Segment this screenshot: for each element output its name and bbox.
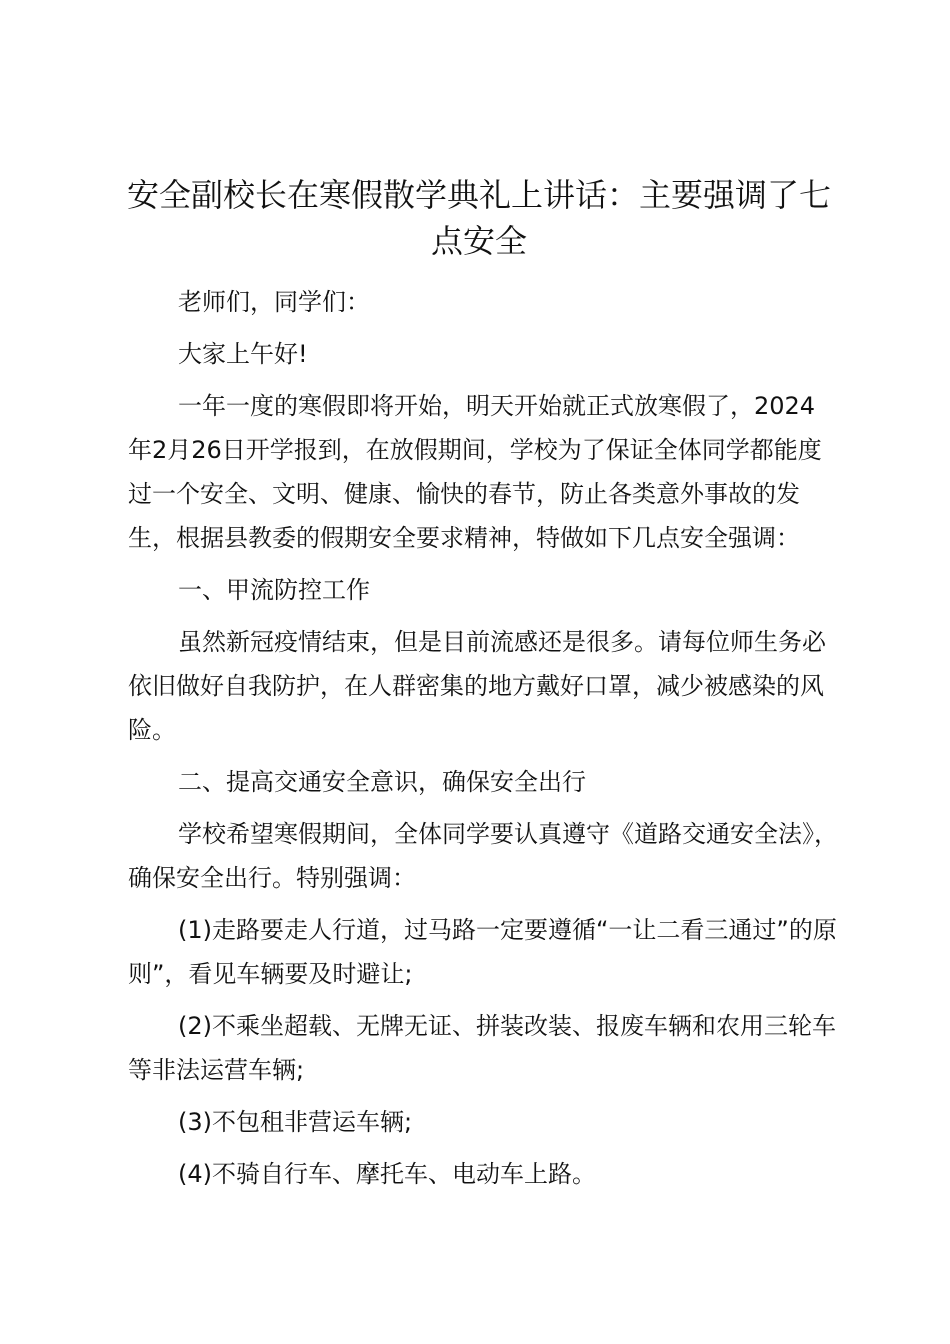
paragraph-traffic: 学校希望寒假期间，全体同学要认真遵守《道路交通安全法》，确保安全出行。特别强调：: [128, 820, 838, 892]
section-heading-traffic: 二、提高交通安全意识，确保安全出行: [178, 768, 586, 796]
document-body: [128, 280, 838, 1204]
paragraph-morning: 大家上午好!: [178, 340, 308, 368]
paragraph-greeting: 老师们，同学们：: [178, 288, 370, 316]
list-item-4: (4)不骑自行车、摩托车、电动车上路。: [178, 1160, 596, 1188]
paragraph-flu: 虽然新冠疫情结束，但是目前流感还是很多。请每位师生务必依旧做好自我防护，在人群密集的地方戴好口罩，减少被感染的风险。: [128, 628, 826, 744]
list-item-3: (3)不包租非营运车辆;: [178, 1108, 413, 1136]
list-item-2: (2)不乘坐超载、无牌无证、拼装改装、报废车辆和农用三轮车等非法运营车辆;: [128, 1012, 836, 1084]
paragraph-intro: 一年一度的寒假即将开始，明天开始就正式放寒假了，2024年2月26日开学报到，在放假期间，学校为了保证全体同学都能度过一个安全、文明、健康、愉快的春节，防止各类意外事故的发生，根据县教委的假期安全要求精神，特做如下几点安全强调：: [128, 392, 822, 552]
section-heading-flu: 一、甲流防控工作: [178, 576, 370, 604]
list-item-1: (1)走路要走人行道，过马路一定要遵循“一让二看三通过”的原则”，看见车辆要及时避让;: [128, 916, 837, 988]
document-title: 安全副校长在寒假散学典礼上讲话：主要强调了七点安全: [126, 176, 831, 260]
